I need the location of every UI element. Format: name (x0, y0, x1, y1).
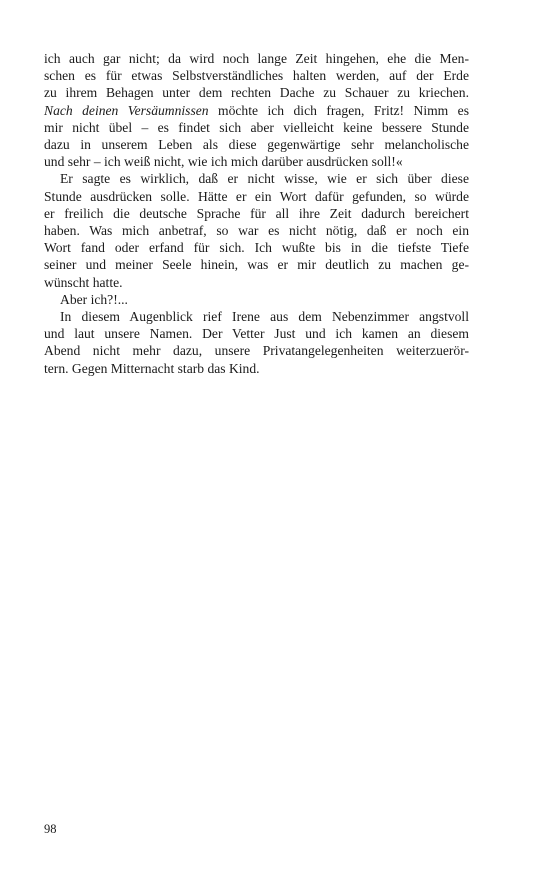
text-segment: wünscht hatte. (44, 274, 123, 290)
text-line (44, 205, 469, 222)
paragraph (44, 291, 469, 308)
italic-text: Nach deinen Versäumnissen (44, 102, 209, 118)
page-number: 98 (44, 822, 57, 836)
text-segment: und sehr – ich weiß nicht, wie ich mich darüber ausdrücken soll!« (44, 154, 403, 170)
text-line (44, 239, 469, 256)
paragraph (44, 50, 469, 170)
text-line (44, 308, 469, 325)
text-segment: Er sagte es wirklich, daß er nicht wisse, wie er sich über diese (60, 171, 469, 187)
text-line (44, 342, 469, 359)
text-line (44, 84, 469, 101)
text-line (44, 360, 469, 377)
text-line (44, 50, 469, 67)
text-segment: dazu in unserem Leben als diese gegenwärtige sehr melancholische (44, 137, 469, 153)
text-segment: Abend nicht mehr dazu, unsere Privatangelegenheiten weiterzuerör- (44, 343, 469, 359)
text-segment: haben. Was mich anbetraf, so war es nicht nötig, daß er noch ein (44, 223, 469, 239)
text-line (44, 119, 469, 136)
text-line (44, 67, 469, 84)
text-line (44, 274, 469, 291)
text-segment: er freilich die deutsche Sprache für all ihre Zeit dadurch bereichert (44, 205, 469, 221)
text-line (44, 102, 469, 119)
paragraph (44, 170, 469, 290)
text-segment: schen es für etwas Selbstverständliches halten werden, auf der Erde (44, 68, 469, 84)
text-line (44, 222, 469, 239)
text-line (44, 325, 469, 342)
text-line (44, 256, 469, 273)
body-text (44, 50, 469, 377)
text-segment: Wort fand oder erfand für sich. Ich wußte bis in die tiefste Tiefe (44, 240, 469, 256)
text-line (44, 291, 469, 308)
text-segment: seiner und meiner Seele hinein, was er mir deutlich zu machen ge- (44, 257, 469, 273)
text-segment: und laut unsere Namen. Der Vetter Just und ich kamen an diesem (44, 326, 469, 342)
text-segment: Stunde ausdrücken solle. Hätte er ein Wort dafür gefunden, so würde (44, 188, 469, 204)
text-segment: mir nicht übel – es findet sich aber vielleicht keine bessere Stunde (44, 119, 469, 135)
text-line (44, 170, 469, 187)
text-segment: ich auch gar nicht; da wird noch lange Zeit hingehen, ehe die Men- (44, 51, 469, 66)
paragraph (44, 308, 469, 377)
text-line (44, 153, 469, 170)
text-segment: Aber ich?!... (60, 291, 128, 307)
text-segment: In diesem Augenblick rief Irene aus dem Nebenzimmer angstvoll (60, 309, 469, 325)
text-line (44, 136, 469, 153)
text-line (44, 188, 469, 205)
text-segment: möchte ich dich fragen, Fritz! Nimm es (208, 102, 469, 118)
text-segment: tern. Gegen Mitternacht starb das Kind. (44, 360, 260, 376)
text-segment: zu ihrem Behagen unter dem rechten Dache zu Schauer zu kriechen. (44, 85, 469, 101)
